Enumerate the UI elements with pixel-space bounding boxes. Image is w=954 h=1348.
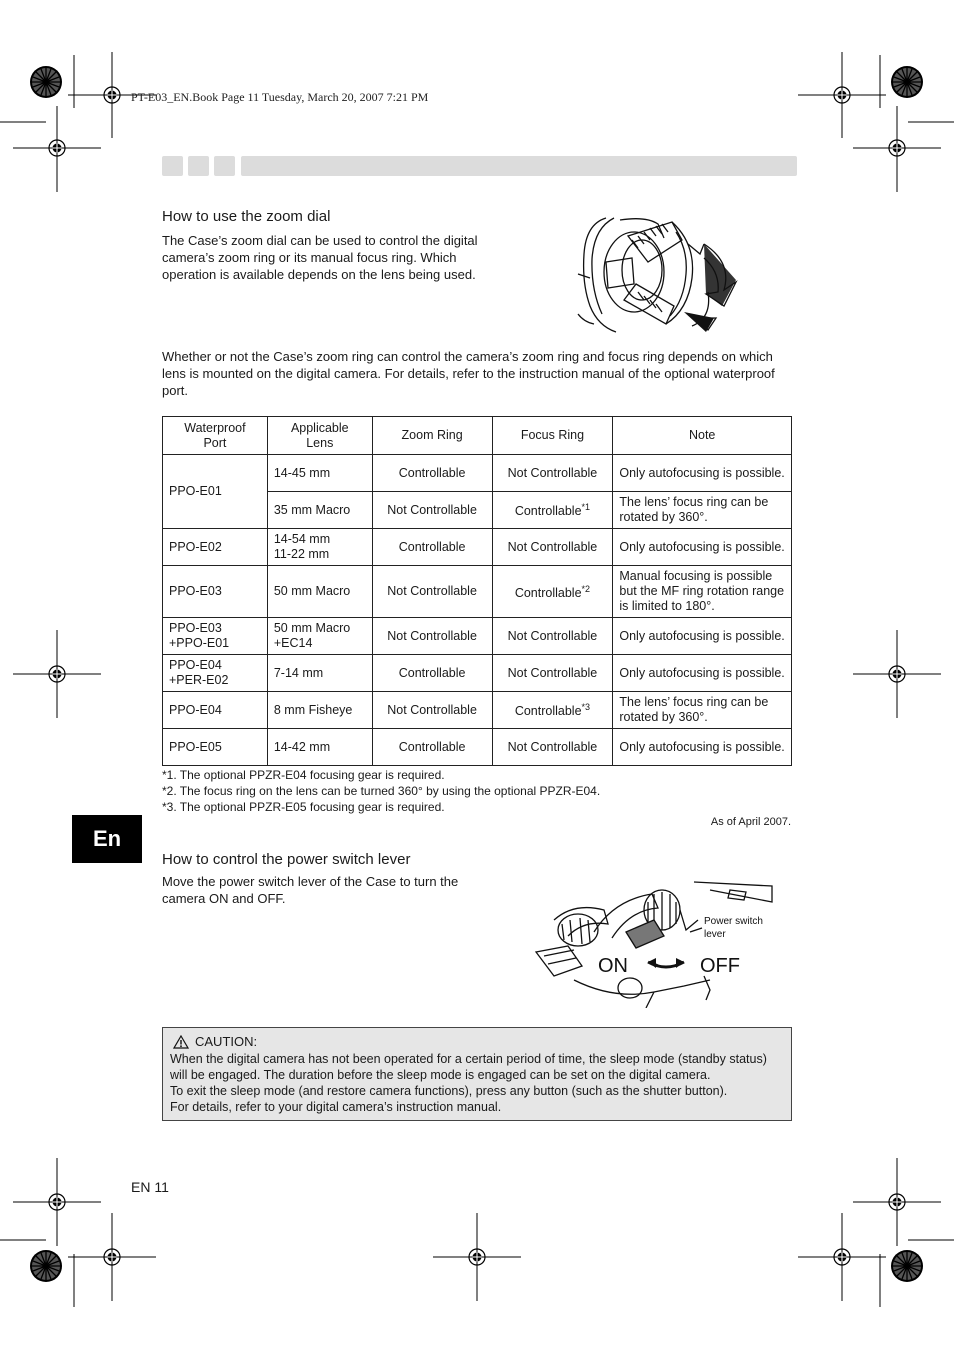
- caution-box: [162, 1027, 792, 1121]
- zoom-cell: Controllable: [372, 729, 492, 766]
- table-row: [163, 618, 792, 655]
- port-cell: PPO-E04 +PER-E02: [163, 655, 268, 692]
- focus-cell: Not Controllable: [492, 618, 613, 655]
- note-cell: Only autofocusing is possible.: [613, 618, 792, 655]
- note-cell: The lens’ focus ring can be rotated by 360°.: [613, 692, 792, 729]
- header-note: Note: [613, 417, 792, 455]
- focus-cell: Not Controllable: [492, 455, 613, 492]
- zoom-cell: Controllable: [372, 529, 492, 566]
- zoom-cell: Not Controllable: [372, 692, 492, 729]
- footnote-ref: *1: [581, 502, 591, 513]
- lens-cell: 7-14 mm: [267, 655, 372, 692]
- note-cell: Only autofocusing is possible.: [613, 529, 792, 566]
- as-of-note: As of April 2007.: [710, 816, 791, 828]
- caution-line: To exit the sleep mode (and restore camera functions), press any button (such as the shutter button).: [170, 1084, 728, 1098]
- power-section-body: Move the power switch lever of the Case to turn the camera ON and OFF.: [162, 874, 459, 906]
- focus-value: Controllable: [514, 504, 582, 519]
- note-cell: Manual focusing is possible but the MF ring rotation range is limited to 180°.: [613, 566, 792, 618]
- footnote-ref: *3: [581, 702, 591, 713]
- lens-cell: 50 mm Macro +EC14: [267, 618, 372, 655]
- note-cell: Only autofocusing is possible.: [613, 455, 792, 492]
- note-cell: Only autofocusing is possible.: [613, 729, 792, 766]
- port-cell: PPO-E03 +PPO-E01: [163, 618, 268, 655]
- zoom-cell: Not Controllable: [372, 566, 492, 618]
- zoom-section-title: How to use the zoom dial: [162, 208, 331, 225]
- caution-header: [173, 1034, 257, 1049]
- focus-cell: Not Controllable: [492, 655, 613, 692]
- port-cell: PPO-E05: [163, 729, 268, 766]
- footnote-2: *2. The focus ring on the lens can be turned 360° by using the optional PPZR-E04.: [162, 784, 601, 798]
- zoom-cell: Controllable: [372, 655, 492, 692]
- table-row: [163, 455, 792, 492]
- header-focus-ring: Focus Ring: [492, 417, 613, 455]
- lens-cell: 14-45 mm: [267, 455, 372, 492]
- header-applicable-lens: Applicable Lens: [267, 417, 372, 455]
- caution-line: For details, refer to your digital camera’s instruction manual.: [170, 1100, 502, 1114]
- callout-line-1: Power switch: [704, 916, 763, 927]
- table-row: [163, 729, 792, 766]
- lens-cell: 14-42 mm: [267, 729, 372, 766]
- table-row: [163, 566, 792, 618]
- zoom-cell: Controllable: [372, 455, 492, 492]
- footnote-3: *3. The optional PPZR-E05 focusing gear is required.: [162, 800, 445, 814]
- warning-icon: [173, 1035, 189, 1049]
- zoom-cell: Not Controllable: [372, 492, 492, 529]
- zoom-intro: Whether or not the Case’s zoom ring can control the camera’s zoom ring and focus ring depends on which lens is mounted on the digital camera. For details, refer to the instruction manual of the optional waterproof port.: [162, 349, 775, 398]
- focus-cell: Not Controllable: [492, 529, 613, 566]
- caution-line: When the digital camera has not been operated for a certain period of time, the sleep mode (standby status) will be engaged. The duration before the sleep mode is engaged can be set on the digital camera.: [170, 1052, 767, 1082]
- footnote-ref: *2: [581, 583, 591, 594]
- lens-cell: 8 mm Fisheye: [267, 692, 372, 729]
- table-row: [163, 692, 792, 729]
- zoom-section-body: The Case’s zoom dial can be used to control the digital camera’s zoom ring or its manual focus ring. Which operation is available depends on the lens being used.: [162, 233, 478, 282]
- table-header-row: [163, 417, 792, 455]
- port-cell: PPO-E03: [163, 566, 268, 618]
- focus-cell: [492, 492, 613, 529]
- note-cell: The lens’ focus ring can be rotated by 360°.: [613, 492, 792, 529]
- header-block: [162, 156, 183, 176]
- header-waterproof-port: Waterproof Port: [163, 417, 268, 455]
- note-cell: Only autofocusing is possible.: [613, 655, 792, 692]
- print-header: PT-E03_EN.Book Page 11 Tuesday, March 20, 2007 7:21 PM: [131, 90, 429, 104]
- lens-compatibility-table: [162, 416, 792, 766]
- zoom-cell: Not Controllable: [372, 618, 492, 655]
- port-cell: PPO-E04: [163, 692, 268, 729]
- on-label: ON: [598, 955, 628, 977]
- lens-cell: 35 mm Macro: [267, 492, 372, 529]
- focus-cell: [492, 692, 613, 729]
- footnote-1: *1. The optional PPZR-E04 focusing gear is required.: [162, 768, 445, 782]
- focus-cell: Not Controllable: [492, 729, 613, 766]
- power-switch-illustration: [534, 880, 778, 1008]
- lens-cell: 14-54 mm 11-22 mm: [267, 529, 372, 566]
- table-row: [163, 529, 792, 566]
- language-tab: En: [72, 815, 142, 863]
- header-block: [214, 156, 235, 176]
- header-block: [188, 156, 209, 176]
- focus-cell: [492, 566, 613, 618]
- lens-cell: 50 mm Macro: [267, 566, 372, 618]
- page-number: EN 11: [131, 1179, 169, 1195]
- callout-line-2: lever: [704, 929, 726, 940]
- header-bar: [241, 156, 797, 176]
- caution-text: [170, 1051, 785, 1115]
- port-cell: PPO-E02: [163, 529, 268, 566]
- table-row: [163, 655, 792, 692]
- focus-value: Controllable: [514, 704, 582, 719]
- caution-title: CAUTION:: [195, 1034, 258, 1049]
- header-zoom-ring: Zoom Ring: [372, 417, 492, 455]
- off-label: OFF: [700, 955, 740, 977]
- power-section-title: How to control the power switch lever: [162, 851, 411, 868]
- port-cell: PPO-E01: [163, 455, 268, 529]
- zoom-dial-illustration: [576, 214, 740, 338]
- focus-value: Controllable: [514, 586, 582, 601]
